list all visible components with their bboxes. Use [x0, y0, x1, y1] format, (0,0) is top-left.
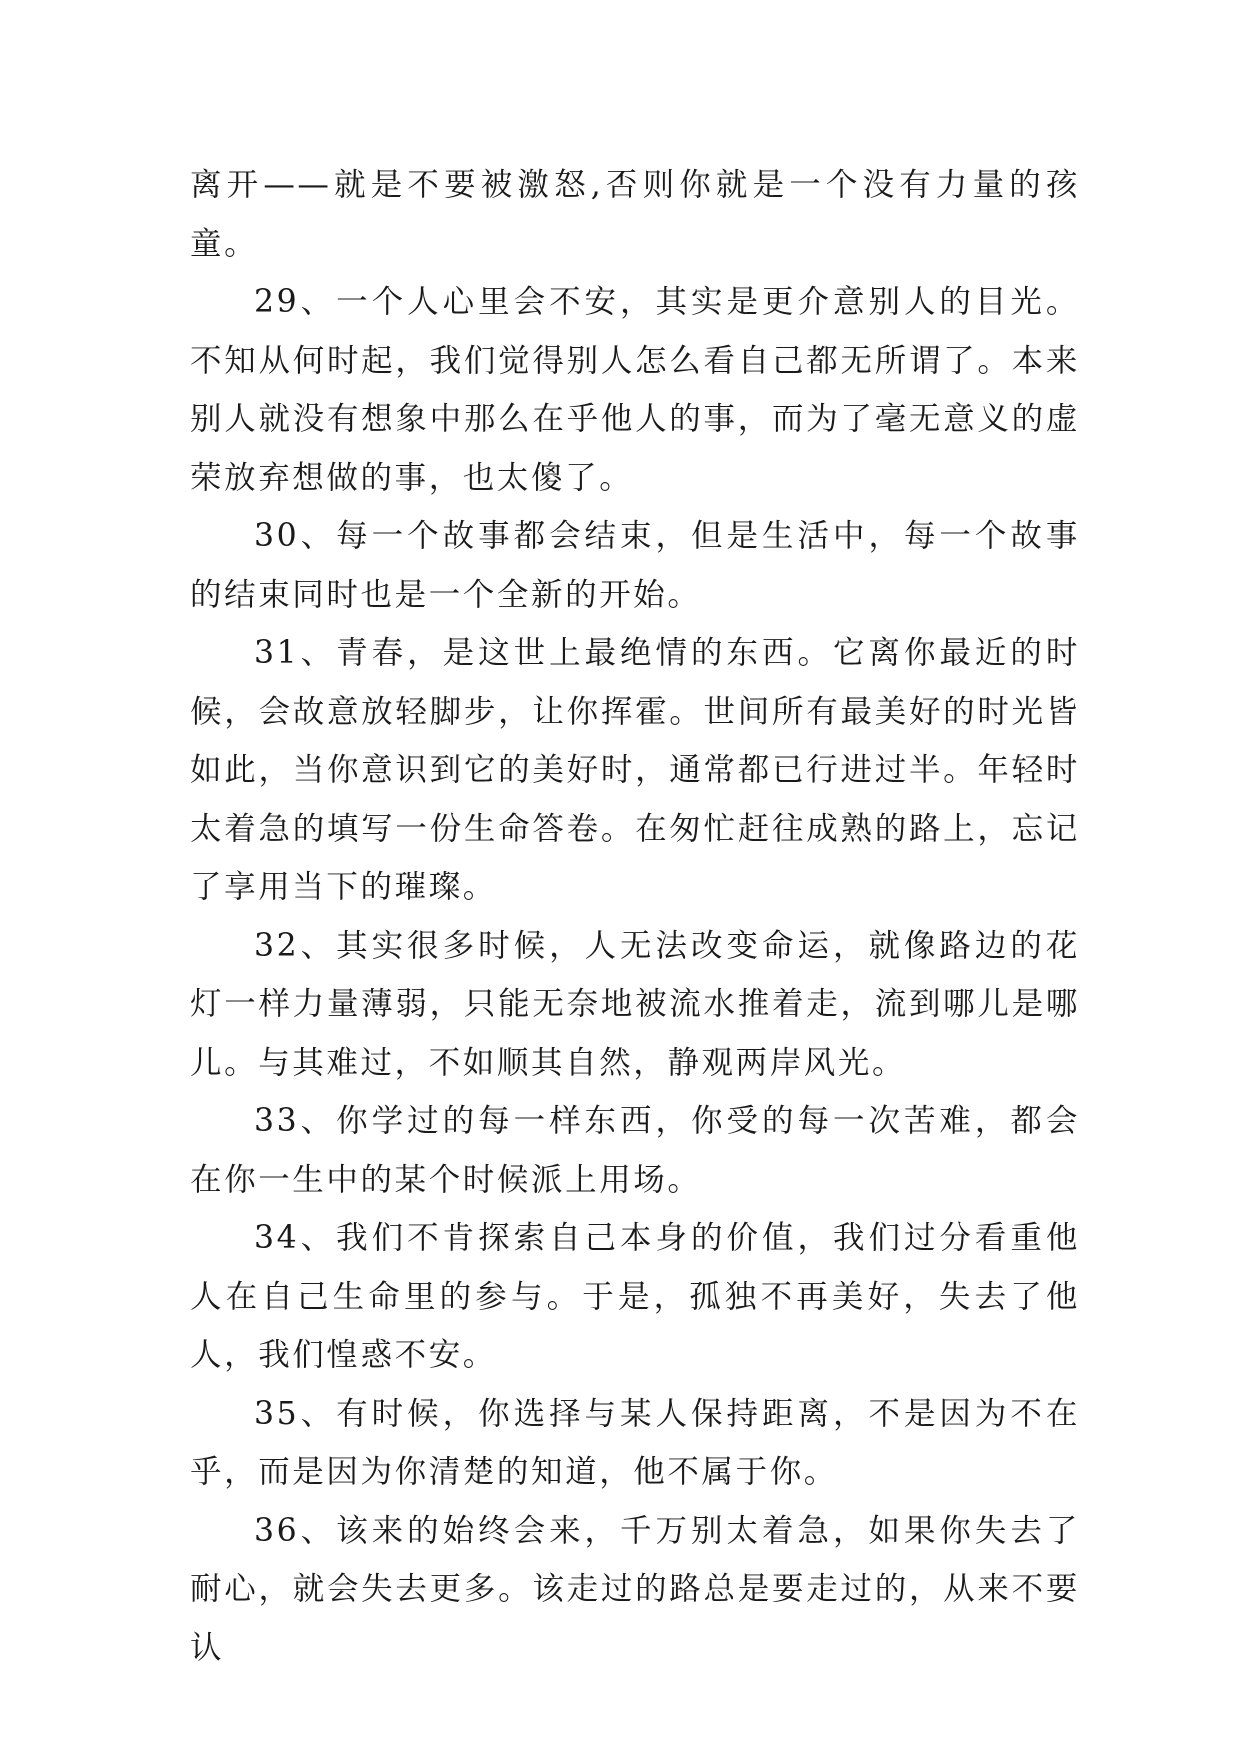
paragraph-29: 29、一个人心里会不安，其实是更介意别人的目光。不知从何时起，我们觉得别人怎么看自己都无所谓了。本来别人就没有想象中那么在乎他人的事，而为了毫无意义的虚荣放弃想做的事，也太傻了。 — [190, 284, 1080, 496]
paragraph-33: 33、你学过的每一样东西，你受的每一次苦难，都会在你一生中的某个时候派上用场。 — [190, 1103, 1080, 1198]
document-body — [190, 156, 1080, 1677]
paragraph-36: 36、该来的始终会来，千万别太着急，如果你失去了耐心，就会失去更多。该走过的路总是要走过的，从来不要认 — [190, 1512, 1080, 1666]
paragraph-continuation: 离开——就是不要被激怒,否则你就是一个没有力量的孩童。 — [190, 167, 1080, 262]
paragraph-34: 34、我们不肯探索自己本身的价值，我们过分看重他人在自己生命里的参与。于是，孤独不再美好，失去了他人，我们惶惑不安。 — [190, 1220, 1080, 1373]
paragraph-30: 30、每一个故事都会结束，但是生活中，每一个故事的结束同时也是一个全新的开始。 — [190, 518, 1080, 613]
paragraph-31: 31、青春，是这世上最绝情的东西。它离你最近的时候，会故意放轻脚步，让你挥霍。世间所有最美好的时光皆如此，当你意识到它的美好时，通常都已行进过半。年轻时太着急的填写一份生命答卷。在匆忙赶往成熟的路上，忘记了享用当下的璀璨。 — [190, 635, 1080, 905]
paragraph-32: 32、其实很多时候，人无法改变命运，就像路边的花灯一样力量薄弱，只能无奈地被流水推着走，流到哪儿是哪儿。与其难过，不如顺其自然，静观两岸风光。 — [190, 927, 1080, 1081]
paragraph-35: 35、有时候，你选择与某人保持距离，不是因为不在乎，而是因为你清楚的知道，他不属于你。 — [190, 1395, 1080, 1490]
